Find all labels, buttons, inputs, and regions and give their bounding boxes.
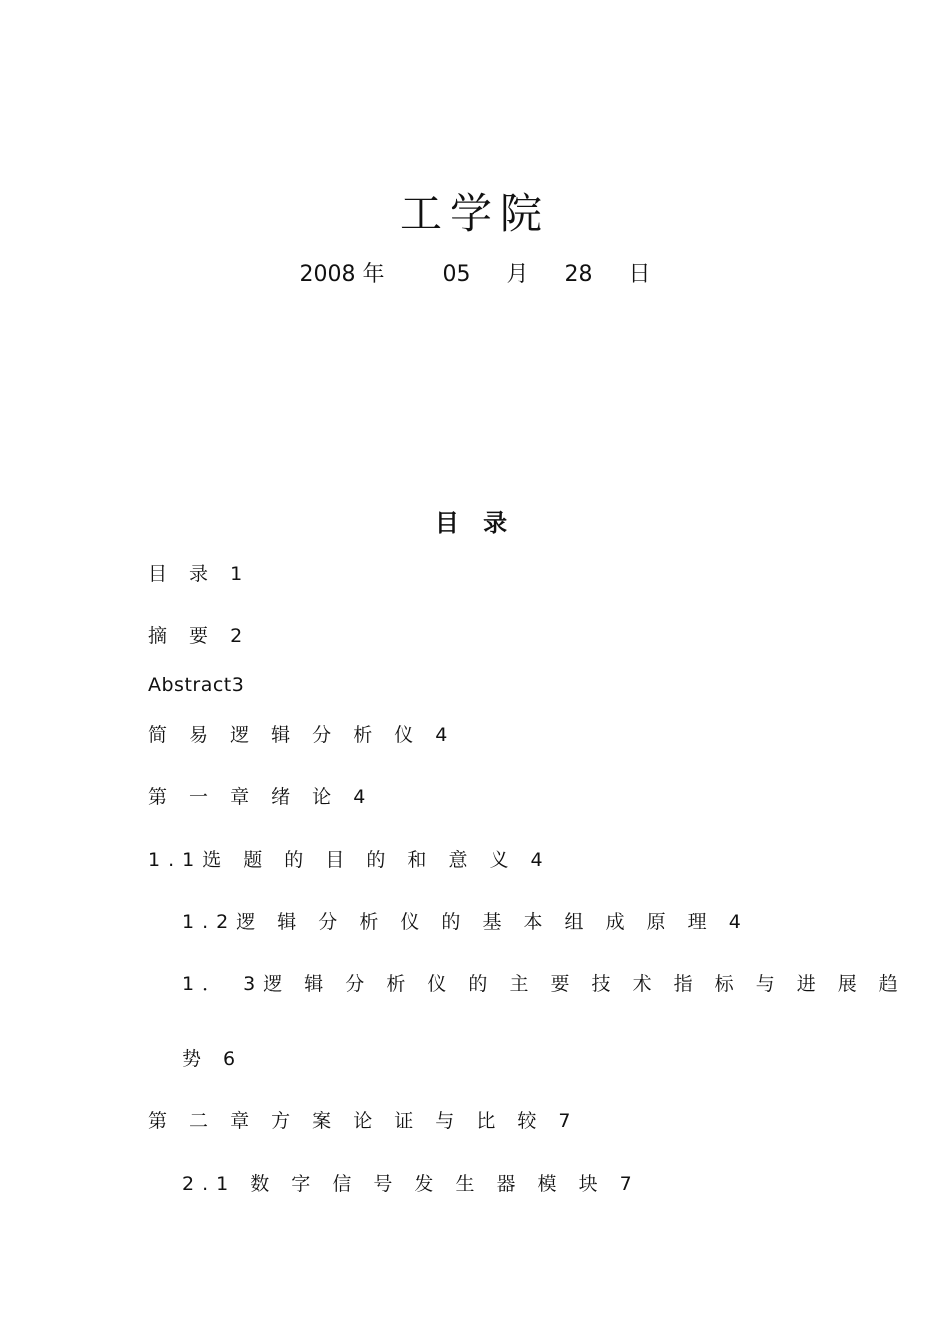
toc-entry-abstract-en: Abstract3 bbox=[148, 674, 245, 696]
toc-entry-abstract-cn: 摘 要 2 bbox=[148, 625, 251, 647]
toc-entry-section-2-1: 2.1 数 字 信 号 发 生 器 模 块 7 bbox=[182, 1173, 640, 1195]
date-day-unit: 日 bbox=[628, 262, 651, 287]
toc-heading: 目 录 bbox=[434, 509, 516, 537]
institution-title: 工学院 bbox=[399, 189, 550, 238]
date-month: 05 bbox=[442, 262, 471, 287]
date-month-unit: 月 bbox=[506, 262, 529, 287]
toc-entry-section-1-2: 1.2逻 辑 分 析 仪 的 基 本 组 成 原 理 4 bbox=[182, 911, 749, 933]
toc-entry-chapter-1: 第 一 章 绪 论 4 bbox=[148, 786, 374, 808]
toc-entry-contents: 目 录 1 bbox=[148, 563, 251, 585]
date-day: 28 bbox=[564, 262, 593, 287]
toc-entry-section-1-3-cont: 势 6 bbox=[182, 1048, 244, 1070]
toc-entry-chapter-2: 第 二 章 方 案 论 证 与 比 较 7 bbox=[148, 1110, 579, 1132]
toc-entry-section-1-1: 1.1选 题 的 目 的 和 意 义 4 bbox=[148, 849, 551, 871]
date-year: 2008 bbox=[299, 262, 356, 287]
toc-entry-section-1-3: 1． 3逻 辑 分 析 仪 的 主 要 技 术 指 标 与 进 展 趋 bbox=[182, 973, 906, 995]
date-year-unit: 年 bbox=[362, 262, 385, 287]
toc-entry-title: 简 易 逻 辑 分 析 仪 4 bbox=[148, 724, 456, 746]
cover-date bbox=[0, 260, 950, 290]
